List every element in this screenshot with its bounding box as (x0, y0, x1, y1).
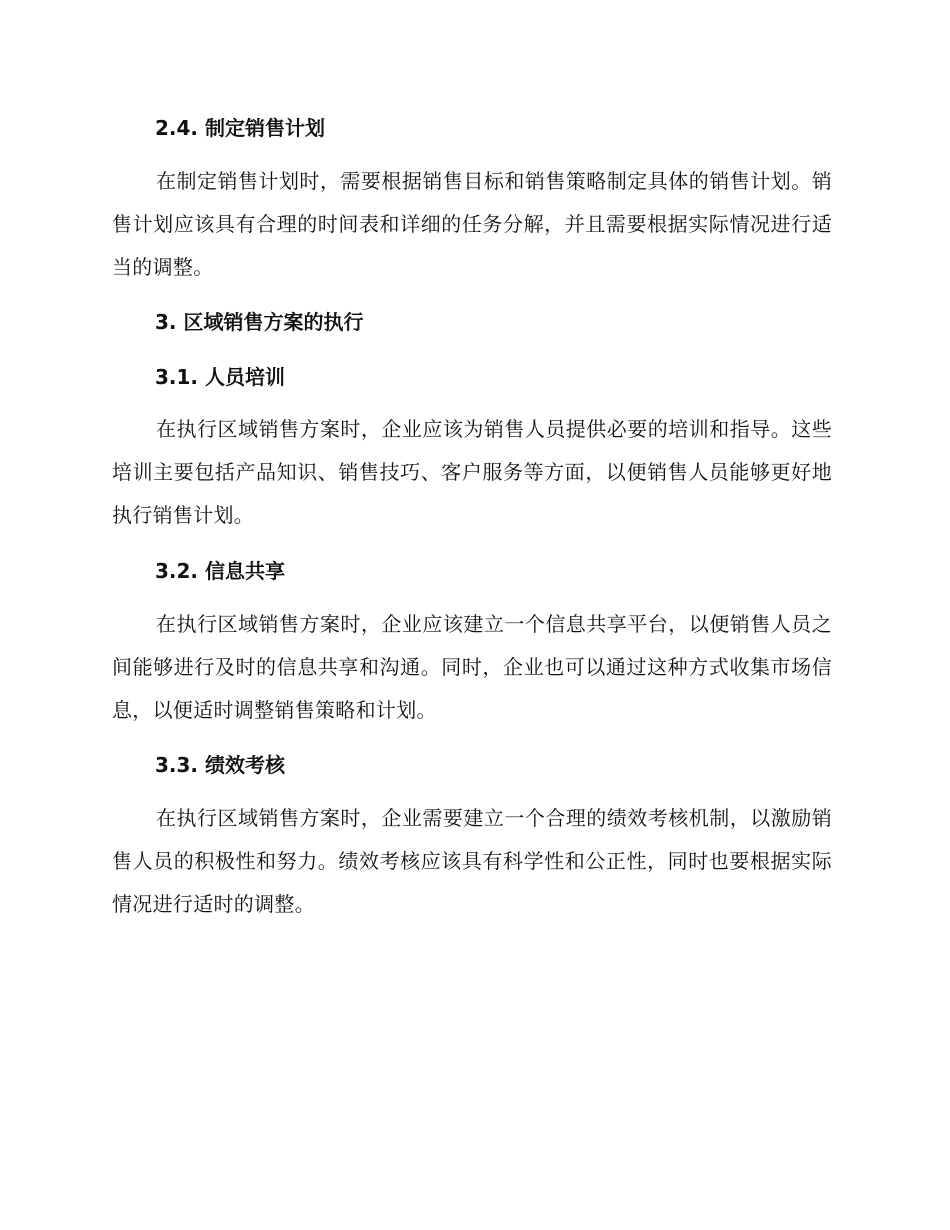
section-heading-3: 3. 区域销售方案的执行 (155, 310, 364, 334)
section-paragraph-3-2: 在执行区域销售方案时，企业应该建立一个信息共享平台，以便销售人员之间能够进行及时的信息共享和沟通。同时，企业也可以通过这种方式收集市场信息，以便适时调整销售策略和计划。 (112, 612, 832, 722)
section-heading-3-2: 3.2. 信息共享 (155, 559, 285, 583)
section-paragraph-3-1: 在执行区域销售方案时，企业应该为销售人员提供必要的培训和指导。这些培训主要包括产品知识、销售技巧、客户服务等方面，以便销售人员能够更好地执行销售计划。 (112, 417, 832, 527)
section-heading-3-3: 3.3. 绩效考核 (155, 753, 285, 777)
section-heading-2-4: 2.4. 制定销售计划 (155, 116, 325, 140)
section-paragraph-2-4: 在制定销售计划时，需要根据销售目标和销售策略制定具体的销售计划。销售计划应该具有合理的时间表和详细的任务分解，并且需要根据实际情况进行适当的调整。 (112, 169, 832, 279)
section-paragraph-3-3: 在执行区域销售方案时，企业需要建立一个合理的绩效考核机制，以激励销售人员的积极性和努力。绩效考核应该具有科学性和公正性，同时也要根据实际情况进行适时的调整。 (112, 806, 832, 916)
section-heading-3-1: 3.1. 人员培训 (155, 365, 285, 389)
